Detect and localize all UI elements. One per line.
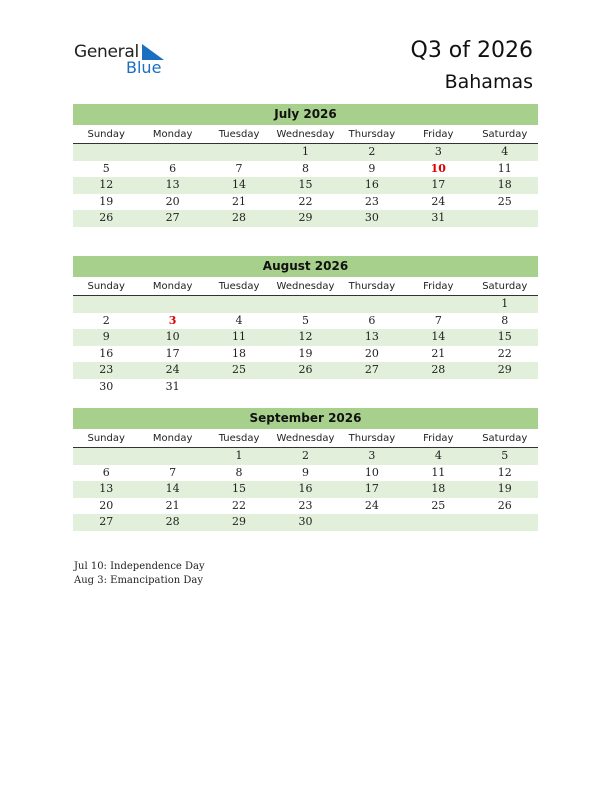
day-cell: 28: [165, 515, 180, 529]
day-cell: 22: [298, 194, 313, 208]
day-cell: 25: [497, 194, 512, 208]
day-cell: 16: [99, 346, 114, 360]
day-cell: 11: [232, 330, 247, 344]
week-row: [73, 296, 538, 313]
week-row: [73, 161, 538, 178]
day-cell: 8: [301, 161, 309, 175]
weekday-label: Wednesday: [276, 281, 335, 292]
day-cell: 12: [298, 330, 313, 344]
month-title: August 2026: [73, 256, 538, 277]
day-cell: [73, 296, 139, 313]
day-cell: 14: [232, 178, 247, 192]
day-cell: 30: [99, 379, 114, 393]
day-cell: 7: [434, 313, 442, 327]
day-cell: [272, 296, 338, 313]
month-grid: [73, 296, 538, 396]
day-cell: 12: [497, 465, 512, 479]
day-cell: 26: [99, 211, 114, 225]
day-cell: 13: [165, 178, 180, 192]
day-cell: 1: [301, 145, 309, 158]
day-cell: 23: [364, 194, 379, 208]
day-cell: [472, 514, 538, 531]
day-cell: 14: [165, 482, 180, 496]
day-cell: 27: [364, 363, 379, 377]
day-cell: 21: [431, 346, 446, 360]
day-cell: 28: [431, 363, 446, 377]
day-cell: 29: [497, 363, 512, 377]
day-cell: 15: [298, 178, 313, 192]
day-cell: 8: [501, 313, 509, 327]
day-cell: 9: [301, 465, 309, 479]
day-cell: 9: [102, 330, 110, 344]
day-cell: 25: [232, 363, 247, 377]
weekday-label: Thursday: [348, 129, 396, 140]
day-cell: [339, 296, 405, 313]
day-cell: [472, 210, 538, 227]
day-cell: 23: [99, 363, 114, 377]
logo-text-blue: Blue: [126, 58, 162, 77]
day-cell: 4: [235, 313, 243, 327]
day-cell: 7: [235, 161, 243, 175]
weekday-label: Saturday: [482, 129, 528, 140]
day-cell: 24: [431, 194, 446, 208]
weekday-header: [73, 278, 538, 296]
month-september: [73, 408, 538, 531]
day-cell: 18: [431, 482, 446, 496]
day-cell: 28: [232, 211, 247, 225]
day-cell: 16: [364, 178, 379, 192]
day-cell: 17: [165, 346, 180, 360]
week-row: [73, 514, 538, 531]
day-cell: 11: [431, 465, 446, 479]
day-cell: 31: [431, 211, 446, 225]
day-cell: 19: [99, 194, 114, 208]
week-row: [73, 329, 538, 346]
holiday-note: Aug 3: Emancipation Day: [74, 575, 203, 586]
day-cell: 27: [165, 211, 180, 225]
day-cell: 4: [434, 449, 442, 462]
holiday-note: Jul 10: Independence Day: [74, 561, 205, 572]
day-cell: 7: [169, 465, 177, 479]
weekday-header: [73, 126, 538, 144]
country-name: Bahamas: [444, 71, 533, 93]
day-cell: 18: [497, 178, 512, 192]
week-row: [73, 194, 538, 211]
weekday-label: Monday: [152, 433, 193, 444]
day-cell: 8: [235, 465, 243, 479]
week-row: [73, 210, 538, 227]
day-cell: 26: [298, 363, 313, 377]
month-title: September 2026: [73, 408, 538, 429]
week-row: [73, 346, 538, 363]
weekday-label: Friday: [423, 433, 454, 444]
weekday-label: Monday: [152, 281, 193, 292]
day-cell: 29: [232, 515, 247, 529]
weekday-label: Tuesday: [218, 281, 260, 292]
weekday-label: Monday: [152, 129, 193, 140]
month-grid: [73, 144, 538, 227]
day-cell: 21: [232, 194, 247, 208]
week-row: [73, 144, 538, 161]
day-cell: 9: [368, 161, 376, 175]
day-cell: 30: [364, 211, 379, 225]
day-cell: 13: [364, 330, 379, 344]
day-cell: 21: [165, 498, 180, 512]
day-cell: [206, 144, 272, 161]
day-cell: 12: [99, 178, 114, 192]
day-cell: 3: [368, 449, 376, 462]
day-cell: [405, 379, 471, 396]
day-cell: [405, 296, 471, 313]
logo-text-general: General: [74, 42, 139, 62]
weekday-label: Sunday: [87, 281, 125, 292]
day-cell: 6: [169, 161, 177, 175]
month-title: July 2026: [73, 104, 538, 125]
day-cell: 2: [301, 449, 309, 462]
day-cell: [139, 144, 205, 161]
week-row: [73, 465, 538, 482]
day-cell: 22: [232, 498, 247, 512]
day-cell: 3: [168, 313, 177, 327]
day-cell: 10: [364, 465, 379, 479]
day-cell: 10: [165, 330, 180, 344]
day-cell: 14: [431, 330, 446, 344]
day-cell: 24: [364, 498, 379, 512]
week-row: [73, 362, 538, 379]
day-cell: [405, 514, 471, 531]
day-cell: 2: [102, 313, 110, 327]
week-row: [73, 498, 538, 515]
month-grid: [73, 448, 538, 531]
day-cell: 22: [497, 346, 512, 360]
day-cell: 15: [232, 482, 247, 496]
day-cell: 20: [364, 346, 379, 360]
weekday-label: Tuesday: [218, 129, 260, 140]
weekday-label: Saturday: [482, 281, 528, 292]
day-cell: 20: [99, 498, 114, 512]
day-cell: 27: [99, 515, 114, 529]
day-cell: 19: [298, 346, 313, 360]
month-august: [73, 256, 538, 396]
day-cell: [73, 448, 139, 465]
weekday-label: Thursday: [348, 433, 396, 444]
day-cell: [206, 296, 272, 313]
weekday-label: Sunday: [87, 433, 125, 444]
day-cell: 11: [497, 161, 512, 175]
day-cell: 1: [501, 297, 509, 310]
day-cell: [139, 296, 205, 313]
day-cell: 5: [102, 161, 110, 175]
day-cell: 15: [497, 330, 512, 344]
quarter-title: Q3 of 2026: [410, 38, 533, 63]
holiday-notes: [74, 560, 205, 588]
day-cell: 13: [99, 482, 114, 496]
day-cell: 25: [431, 498, 446, 512]
day-cell: [339, 379, 405, 396]
weekday-label: Wednesday: [276, 129, 335, 140]
weekday-label: Friday: [423, 129, 454, 140]
logo: [74, 42, 174, 78]
day-cell: 10: [430, 161, 446, 175]
day-cell: [73, 144, 139, 161]
day-cell: 1: [235, 449, 243, 462]
day-cell: 6: [102, 465, 110, 479]
weekday-label: Tuesday: [218, 433, 260, 444]
day-cell: 23: [298, 498, 313, 512]
week-row: [73, 448, 538, 465]
day-cell: 18: [232, 346, 247, 360]
weekday-label: Friday: [423, 281, 454, 292]
day-cell: [472, 379, 538, 396]
day-cell: 5: [301, 313, 309, 327]
day-cell: 31: [165, 379, 180, 393]
weekday-header: [73, 430, 538, 448]
day-cell: [206, 379, 272, 396]
week-row: [73, 177, 538, 194]
day-cell: 17: [431, 178, 446, 192]
day-cell: 6: [368, 313, 376, 327]
weekday-label: Thursday: [348, 281, 396, 292]
week-row: [73, 313, 538, 330]
weekday-label: Sunday: [87, 129, 125, 140]
day-cell: 26: [497, 498, 512, 512]
day-cell: 19: [497, 482, 512, 496]
week-row: [73, 481, 538, 498]
day-cell: [139, 448, 205, 465]
week-row: [73, 379, 538, 396]
day-cell: [272, 379, 338, 396]
day-cell: 5: [501, 449, 509, 462]
weekday-label: Saturday: [482, 433, 528, 444]
day-cell: 4: [501, 145, 509, 158]
month-july: [73, 104, 538, 227]
day-cell: 2: [368, 145, 376, 158]
day-cell: 16: [298, 482, 313, 496]
day-cell: 20: [165, 194, 180, 208]
day-cell: [339, 514, 405, 531]
weekday-label: Wednesday: [276, 433, 335, 444]
day-cell: 17: [364, 482, 379, 496]
day-cell: 24: [165, 363, 180, 377]
day-cell: 30: [298, 515, 313, 529]
day-cell: 3: [434, 145, 442, 158]
day-cell: 29: [298, 211, 313, 225]
